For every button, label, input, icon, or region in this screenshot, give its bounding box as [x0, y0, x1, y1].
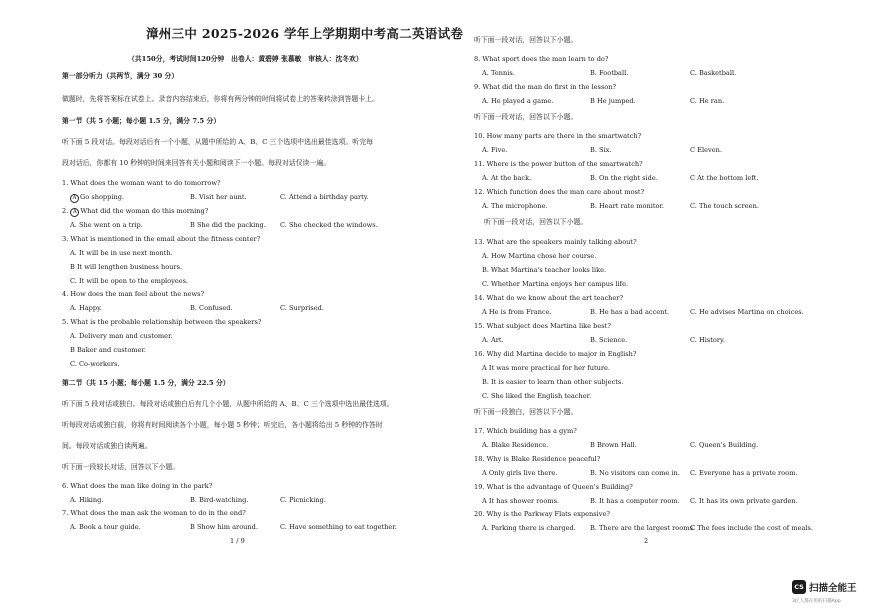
option: A. It will be in use next month. — [70, 249, 173, 257]
option: C. Attend a birthday party. — [280, 193, 369, 201]
monologue-heading: 听下面一段独白，回答以下小题。 — [474, 408, 578, 416]
dialogue-heading: 听下面一段对话，回答以下小题。 — [474, 113, 578, 121]
option: A. He played a game. — [482, 97, 554, 105]
question: 6. What does the man like doing in the park? — [62, 482, 213, 490]
question: 12. Which function does the man care about most? — [474, 188, 645, 196]
option: B. It is easier to learn than other subjects. — [482, 378, 624, 386]
dialogue-heading: 听下面一段对话，回答以下小题。 — [484, 218, 588, 226]
option: B Show him around. — [190, 523, 258, 531]
question: 18. Why is Blake Residence peaceful? — [474, 455, 601, 463]
option: B. Science. — [590, 336, 628, 344]
circled-answer-mark: A — [70, 194, 79, 203]
section1-instruction: 段对话后，你都有 10 秒钟的时间来回答有关小题和阅读下一小题。每段对话仅读一遍。 — [62, 159, 331, 167]
option: A. Five. — [482, 146, 508, 154]
section2-instruction: 听下面 5 段对话或独白。每段对话或独白后有几个小题，从题中所给的 A、B、C 三个选项中选出最佳选项。 — [62, 400, 394, 408]
question: 3. What is mentioned in the email about the fitness center? — [62, 235, 261, 243]
question: 11. Where is the power button of the smartwatch? — [474, 160, 643, 168]
page-number: 2 — [644, 537, 649, 545]
option: B. Heart rate monitor. — [590, 202, 664, 210]
option: B. It has a computer room. — [590, 497, 680, 505]
option: C. Queen's Building. — [690, 441, 759, 449]
option: C. Basketball. — [690, 69, 737, 77]
dialogue-heading: 听下面一段较长对话，回答以下小题。 — [62, 463, 180, 471]
section1-heading: 第一节（共 5 小题；每小题 1.5 分，满分 7.5 分） — [62, 117, 221, 125]
option: A. Parking there is charged. — [482, 524, 576, 532]
option: C. Picnicking. — [280, 496, 326, 504]
option: C. He advises Martina on choices. — [690, 308, 804, 316]
option: B. He has a bad accent. — [590, 308, 670, 316]
question: 10. How many parts are there in the smartwatch? — [474, 132, 642, 140]
option: A. Hiking. — [70, 496, 104, 504]
option: C. The touch screen. — [690, 202, 759, 210]
option: C At the bottom left. — [690, 174, 759, 182]
option: C. Co-workers. — [70, 360, 120, 368]
question: 14. What do we know about the art teacher? — [474, 294, 624, 302]
option: C. She liked the English teacher. — [482, 392, 592, 400]
option: B He jumped. — [590, 97, 636, 105]
option: B. No visitors can come in. — [590, 469, 680, 477]
option: A. Happy. — [70, 304, 103, 312]
option: A. Delivery man and customer. — [70, 332, 173, 340]
option: B. Football. — [590, 69, 629, 77]
option: C. Everyone has a private room. — [690, 469, 798, 477]
option: B Brown Hall. — [590, 441, 637, 449]
option: B. There are the largest rooms. — [590, 524, 695, 532]
option: C. It has its own private garden. — [690, 497, 798, 505]
option: C. Surprised. — [280, 304, 325, 312]
section2-instruction: 听每段对话或独白前，你将有时间阅读各个小题，每小题 5 秒钟；听完后，各小题将给出 5 秒钟的作答时 — [62, 421, 383, 429]
question: 1. What does the woman want to do tomorrow? — [62, 179, 221, 187]
option: B She did the packing. — [190, 221, 266, 229]
circled-answer-mark: A — [70, 208, 79, 217]
section2-instruction: 间。每段对话或独白读两遍。 — [62, 442, 152, 450]
question: 8. What sport does the man learn to do? — [474, 55, 609, 63]
option: A Go shopping. — [70, 193, 124, 203]
option: C. It will be open to the employees. — [70, 277, 189, 285]
option: A He is from France. — [482, 308, 552, 316]
question: 17. Which building has a gym? — [474, 427, 577, 435]
question: 7. What does the man ask the woman to do in the end? — [62, 509, 246, 517]
option: B. Bird-watching. — [190, 496, 249, 504]
exam-subtitle: （共150分，考试时间120分钟 出卷人：黄碧婷 张慕敏 审核人：沈冬欢） — [128, 55, 363, 63]
option: A. The microphone. — [482, 202, 548, 210]
page-number: 1 / 9 — [230, 537, 245, 545]
option: A. Blake Residence. — [482, 441, 549, 449]
section2-heading: 第二节（共 15 小题；每小题 1.5 分，满分 22.5 分） — [62, 379, 230, 387]
question: 13. What are the speakers mainly talking about? — [474, 238, 637, 246]
part1-heading: 第一部分听力（共两节，满分 30 分） — [62, 72, 179, 80]
question: 15. What subject does Martina like best? — [474, 322, 611, 330]
option: B. What Martina's teacher looks like. — [482, 266, 607, 274]
option: A. At the back. — [482, 174, 532, 182]
option: C. History. — [690, 336, 725, 344]
option: A. How Martina chose her course. — [482, 252, 597, 260]
option: A. Book a tour guide. — [70, 523, 141, 531]
option: A. Tennis. — [482, 69, 515, 77]
option: B. Six. — [590, 146, 612, 154]
option: A. She went on a trip. — [70, 221, 143, 229]
section1-instruction: 听下面 5 段对话。每段对话后有一个小题，从题中所给的 A、B、C 三个选项中选出最佳选项。听完每 — [62, 138, 373, 146]
question: 19. What is the advantage of Queen's Building? — [474, 483, 633, 491]
question: 4. How does the man feel about the news? — [62, 290, 205, 298]
question: 9. What did the man do first in the lesson? — [474, 83, 616, 91]
camscanner-logo-icon: CS — [792, 580, 806, 594]
scanner-watermark — [792, 578, 870, 608]
question: 16. Why did Martina decide to major in English? — [474, 350, 637, 358]
option: A. Art. — [482, 336, 504, 344]
question: 2. A What did the woman do this morning? — [62, 207, 209, 215]
question: 5. What is the probable relationship between the speakers? — [62, 318, 262, 326]
option: C Eleven. — [690, 146, 722, 154]
part1-intro: 做题时，先将答案标在试卷上。录音内容结束后，你将有两分钟的时间将试卷上的答案转涂到答题卡上。 — [62, 95, 379, 103]
option: B. On the right side. — [590, 174, 658, 182]
dialogue-heading: 听下面一段对话，回答以下小题。 — [474, 36, 578, 44]
option: C The fees include the cost of meals. — [690, 524, 813, 532]
option: C. He ran. — [690, 97, 725, 105]
option: B It will lengthen business hours. — [70, 263, 183, 271]
option: B Baker and customer. — [70, 346, 146, 354]
option: A It was more practical for her future. — [482, 364, 611, 372]
question: 20. Why is the Parkway Flats expensive? — [474, 510, 610, 518]
scanner-tagline: 3亿人都在用的扫描App — [792, 599, 841, 604]
option: B. Visit her aunt. — [190, 193, 247, 201]
option: B. Confused. — [190, 304, 233, 312]
option: A Only girls live there. — [482, 469, 558, 477]
option: A It has shower rooms. — [482, 497, 560, 505]
exam-title: 漳州三中 2025-2026 学年上学期期中考高二英语试卷 — [146, 26, 464, 41]
option: C. She checked the windows. — [280, 221, 378, 229]
option: C. Have something to eat together. — [280, 523, 397, 531]
scanner-app-name: 扫描全能王 — [809, 583, 857, 594]
option: C. Whether Martina enjoys her campus life. — [482, 280, 629, 288]
